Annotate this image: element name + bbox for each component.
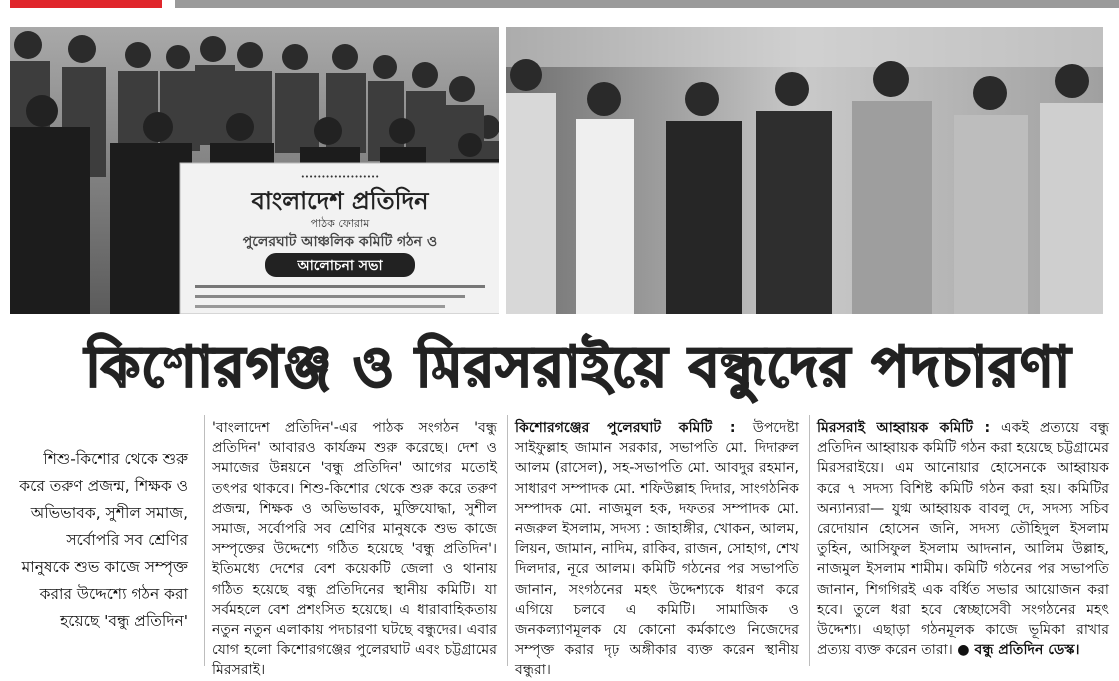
top-gray-bar bbox=[175, 0, 1119, 8]
signoff: ● বন্ধু প্রতিদিন ডেস্ক। bbox=[957, 642, 1080, 659]
article-column-2 bbox=[515, 418, 799, 681]
article-column-1 bbox=[212, 418, 497, 681]
banner-title: বাংলাদেশ প্রতিদিন bbox=[251, 186, 429, 215]
banner-line-3: পুলেরঘাট আঞ্চলিক কমিটি গঠন ও bbox=[242, 234, 438, 250]
photo-pulerghat-committee bbox=[10, 27, 499, 314]
svg-text:•••••••••••••••••••: ••••••••••••••••••• bbox=[300, 173, 380, 181]
top-red-bar bbox=[10, 0, 162, 8]
headline: কিশোরগঞ্জ ও মিরসরাইয়ে বন্ধুদের পদচারণা bbox=[85, 334, 1072, 400]
banner-subtitle: পাঠক ফোরাম bbox=[310, 217, 370, 230]
pull-quote: শিশু-কিশোর থেকে শুরু করে তরুণ প্রজন্ম, শিক্ষক ও অভিভাবক, সুশীল সমাজ, সর্বোপরি সব শ্রেণির মানুষকে শুভ কাজে সম্পৃক্ত করার উদ্দেশ্যে গঠন করা হয়েছে 'বন্ধু প্রতিদিন' bbox=[19, 450, 188, 630]
banner-line-4: আলোচনা সভা bbox=[297, 258, 383, 274]
mirsarai-committee-lead: মিরসরাই আহ্বায়ক কমিটি : bbox=[817, 420, 991, 436]
photo-mirsarai-illustration bbox=[506, 27, 1103, 314]
column-rule bbox=[507, 415, 508, 666]
column-rule bbox=[809, 415, 810, 666]
column-rule bbox=[204, 415, 205, 666]
column-2-text: উপদেষ্টা সাইফুল্লাহ জামান সরকার, সভাপতি মো. দিদারুল আলম (রাসেল), সহ-সভাপতি মো. আবদুর রহমান, সাধারণ সম্পাদক মো. শফিউল্লাহ দিদার, সাংগঠনিক সম্পাদক মো. নাজমুল হক, দফতর সম্পাদক মো. নজরুল ইসলাম, সদস্য : জাহাঙ্গীর, খোকন, আলম, লিয়ন, জামান, নাদিম, রাকিব, রাজন, সোহাগ, শেখ দিলদার, নূরে আলম। কমিটি গঠনের পর সভাপতি জানান, সংগঠনের মহৎ উদ্দেশ্যকে ধারণ করে এগিয়ে চলবে এ কমিটি। সামাজিক ও জনকল্যাণমূলক যে কোনো কর্মকাণ্ডে নিজেদের সম্পৃক্ত করার দৃঢ় অঙ্গীকার ব্যক্ত করেন স্থানীয় বন্ধুরা। bbox=[515, 420, 799, 679]
photo-pulerghat-illustration bbox=[10, 27, 499, 314]
column-1-text: 'বাংলাদেশ প্রতিদিন'-এর পাঠক সংগঠন 'বন্ধু প্রতিদিন' আবারও কার্যক্রম শুরু করেছে। দেশ ও সমাজের উন্নয়নে 'বন্ধু প্রতিদিন' আগের মতোই তৎপর থাকবে। শিশু-কিশোর থেকে শুরু করে তরুণ প্রজন্ম, শিক্ষক ও অভিভাবক, মুক্তিযোদ্ধা, সুশীল সমাজ, সর্বোপরি সব শ্রেণির মানুষকে শুভ কাজে সম্পৃক্তের উদ্দেশ্যে গঠিত হয়েছে 'বন্ধু প্রতিদিন'। ইতিমধ্যে দেশের বেশ কয়েকটি জেলা ও থানায় গঠিত হয়েছে বন্ধু প্রতিদিনের স্থানীয় কমিটি। যা সর্বমহলে বেশ প্রশংসিত হয়েছে। এ ধারাবাহিকতায় নতুন নতুন এলাকায় পদচারণা ঘটছে বন্ধুদের। এবার যোগ হলো কিশোরগঞ্জের পুলেরঘাট এবং চট্টগ্রামের মিরসরাই। bbox=[212, 420, 497, 679]
article-column-3 bbox=[817, 418, 1109, 660]
banner bbox=[180, 163, 499, 314]
column-3-text: একই প্রত্যয়ে বন্ধু প্রতিদিন আহ্বায়ক কমিটি গঠন করা হয়েছে চট্টগ্রামের মিরসরাইয়ে। এম আনোয়ার হোসেনকে আহ্বায়ক করে ৭ সদস্য বিশিষ্ট কমিটি গঠন করা হয়। কমিটির অন্যান্যরা— যুগ্ম আহ্বায়ক বাবলু দে, সদস্য সচিব রেদোয়ান হোসেন জনি, সদস্য তৌহিদুল ইসলাম তুহিন, আসিফুল ইসলাম আদনান, আলিম উল্লাহ, নাজমুল ইসলাম শামীম। কমিটি গঠনের পর সভাপতি জানান, শিগগিরই এক বর্ধিত সভার আয়োজন করা হবে। তুলে ধরা হবে স্বেচ্ছাসেবী সংগঠনের মহৎ উদ্দেশ্য। এছাড়া গঠনমূলক কাজে ভূমিকা রাখার প্রত্যয় ব্যক্ত করেন তারা। bbox=[817, 420, 1109, 659]
photo-mirsarai-committee bbox=[506, 27, 1103, 314]
pulerghat-committee-lead: কিশোরগঞ্জের পুলেরঘাট কমিটি : bbox=[515, 420, 736, 436]
